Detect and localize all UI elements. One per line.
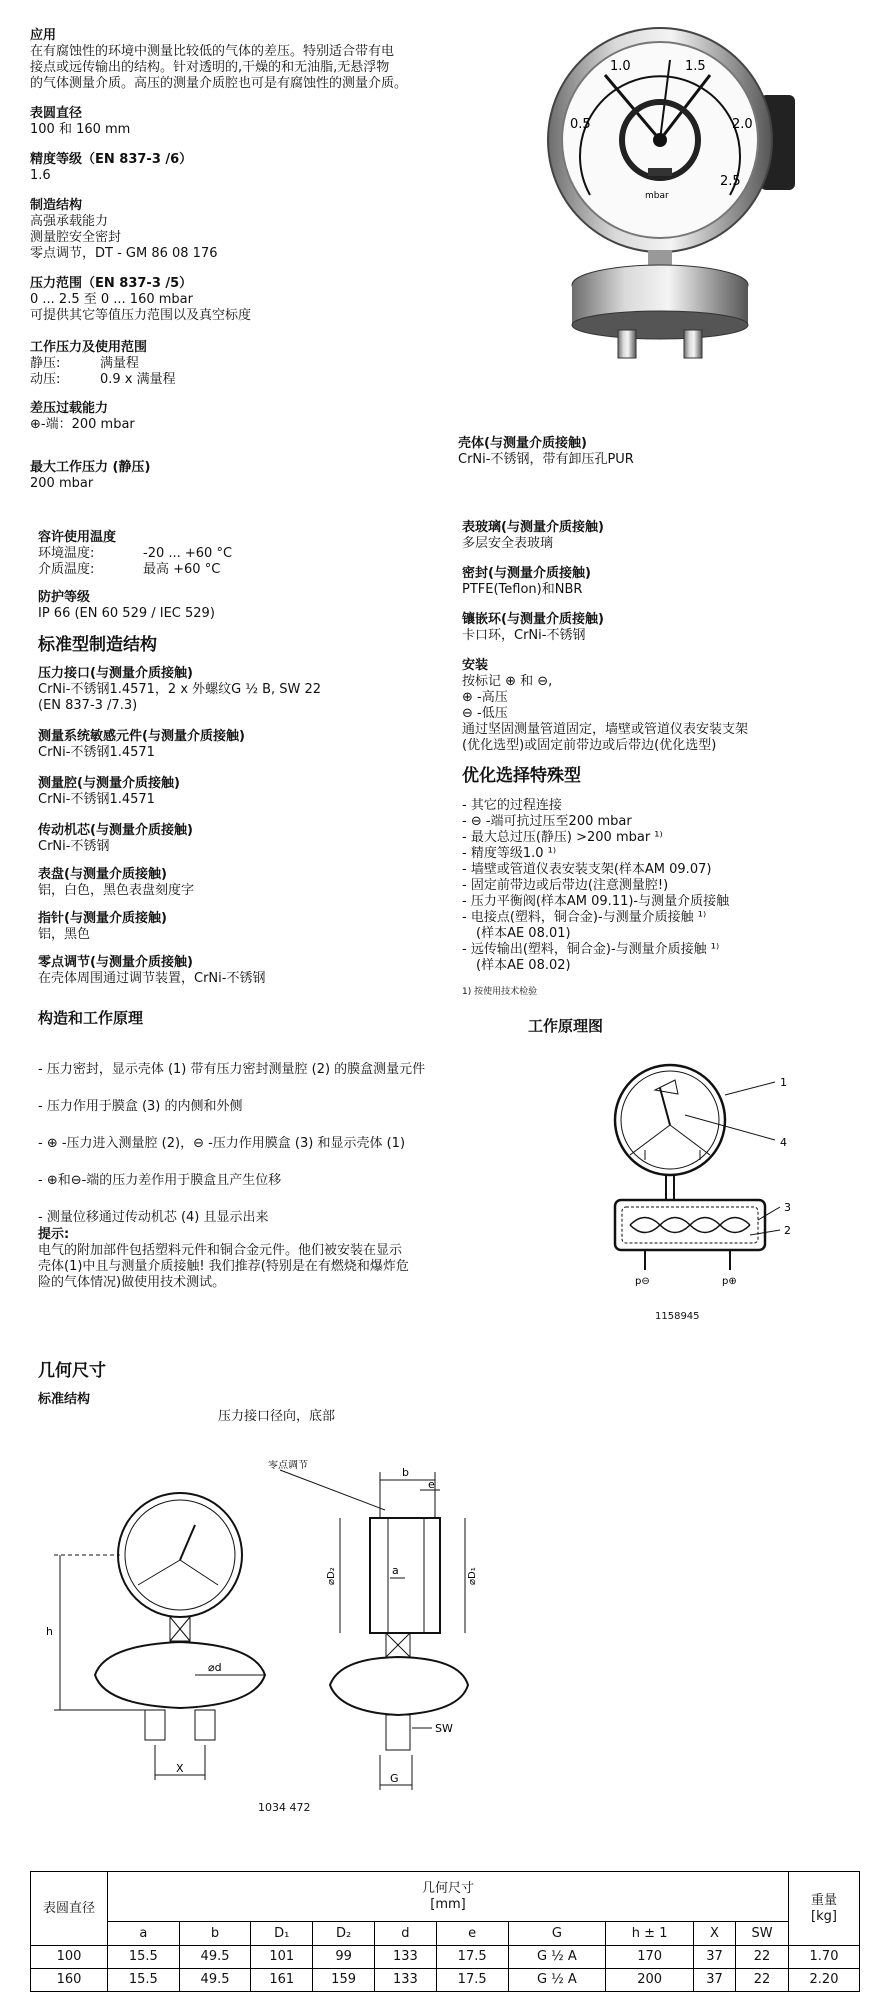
geometry-connection: 压力接口径向，底部 — [218, 1409, 336, 1424]
dim-label-x: X — [176, 1762, 184, 1775]
table-col: G — [508, 1922, 606, 1946]
diagram-label-1: 1 — [780, 1076, 787, 1089]
spec-pressure-range: 压力范围（EN 837-3 /5） 0 ... 2.5 至 0 ... 160 mbar 可提供其它等值压力范围以及真空标度 — [30, 276, 252, 323]
option-item: - 墙壁或管道仪表安装支架(样本AM 09.07) — [462, 862, 862, 878]
footnote: 1) 按使用技术检验 — [462, 987, 538, 997]
spec-protection: 防护等级 IP 66 (EN 60 529 / IEC 529) — [38, 590, 215, 621]
diagram-label-3: 3 — [784, 1201, 791, 1214]
dim-label-a: a — [392, 1564, 399, 1577]
connector-icon — [618, 330, 636, 358]
spec-accuracy: 精度等级（EN 837-3 /6） 1.6 — [30, 152, 193, 183]
spec-dial: 表盘(与测量介质接触) 铝，白色，黑色表盘刻度字 — [38, 867, 195, 898]
dial-label: 1.0 — [610, 59, 631, 74]
spec-movement: 传动机芯(与测量介质接触) CrNi-不锈钢 — [38, 823, 193, 854]
table-col: b — [179, 1922, 251, 1946]
principle-diagram — [600, 1060, 830, 1300]
dim-label-b: b — [402, 1466, 409, 1479]
spec-working-pressure: 工作压力及使用范围 静压: 满量程 动压: 0.9 x 满量程 — [30, 340, 176, 387]
principle-heading: 构造和工作原理 — [38, 1009, 144, 1027]
option-item: - 其它的过程连接 — [462, 798, 862, 814]
dim-label-zero: 零点调节 — [268, 1460, 308, 1471]
option-item: - 压力平衡阀(样本AM 09.11)-与测量介质接触 — [462, 894, 862, 910]
options-list: - 其它的过程连接 - ⊖ -端可抗过压至200 mbar - 最大总过压(静压) >200 mbar ¹⁾ - 精度等级1.0 ¹⁾ - 墙壁或管道仪表安装支架(样本AM 09.07) - 固定前带边或后带边(注意测量腔!) - 压力平衡阀(样本AM 09.11)-与测量介质接触 - 电接点(塑料，铜合金)-与测量介质接触 ¹⁾ (样本AE 08.01) - 远传输出(塑料，铜合金)-与测量介质接触 ¹⁾ (样本AE 08.02) 1) 按使用技术检验 — [462, 798, 862, 1000]
standard-specs — [38, 666, 458, 987]
principle-list — [38, 1062, 478, 1247]
diagram-label-pminus: p⊖ — [635, 1276, 650, 1287]
spec-dial-size: 表圆直径 100 和 160 mm — [30, 106, 131, 137]
options-heading: 优化选择特殊型 — [462, 766, 581, 786]
diagram-label-4: 4 — [780, 1136, 787, 1149]
connector-icon — [684, 330, 702, 358]
table-col: a — [108, 1922, 180, 1946]
table-col: SW — [736, 1922, 789, 1946]
dim-label-sw: SW — [435, 1722, 453, 1735]
dial-label: 2.0 — [732, 117, 753, 132]
option-item: - 最大总过压(静压) >200 mbar ¹⁾ — [462, 830, 862, 846]
principle-item: - 压力密封，显示壳体 (1) 带有压力密封测量腔 (2) 的膜盒测量元件 — [38, 1062, 426, 1077]
principle-item: - 测量位移通过传动机芯 (4) 且显示出来 — [38, 1210, 269, 1225]
dim-label-d: ⌀d — [208, 1661, 222, 1674]
table-header-weight: 重量 [kg] — [789, 1872, 860, 1946]
option-item: - ⊖ -端可抗过压至200 mbar — [462, 814, 862, 830]
diagram-number: 1158945 — [655, 1311, 700, 1322]
dim-label-D1: ⌀D₁ — [467, 1567, 478, 1585]
table-col: X — [694, 1922, 736, 1946]
spec-ring: 镶嵌环(与测量介质接触) 卡口环，CrNi-不锈钢 — [462, 612, 604, 643]
geometry-heading: 几何尺寸 — [38, 1361, 106, 1381]
diagram-heading: 工作原理图 — [528, 1017, 604, 1035]
left-specs — [30, 28, 450, 324]
dial-label: 2.5 — [720, 174, 741, 189]
table-col: e — [436, 1922, 508, 1946]
dimension-drawing — [40, 1460, 640, 1800]
product-photo — [520, 20, 810, 360]
table-row: 160 15.5 49.5 161 159 133 17.5 G ½ A 200 37 22 2.20 — [31, 1969, 860, 1992]
diagram-label-2: 2 — [784, 1224, 791, 1237]
principle-item: - ⊕和⊖-端的压力差作用于膜盒且产生位移 — [38, 1173, 282, 1188]
option-item: - 精度等级1.0 ¹⁾ — [462, 846, 862, 862]
spec-seal: 密封(与测量介质接触) PTFE(Teflon)和NBR — [462, 566, 591, 597]
table-col: d — [375, 1922, 437, 1946]
option-item: - 固定前带边或后带边(注意测量腔!) — [462, 878, 862, 894]
table-row: 100 15.5 49.5 101 99 133 17.5 G ½ A 170 37 22 1.70 — [31, 1946, 860, 1969]
table-header-dims: 几何尺寸 [mm] — [108, 1872, 789, 1922]
principle-note: 提示: 电气的附加部件包括塑料元件和铜合金元件。他们被安装在显示 壳体(1)中且与测量介质接触! 我们推荐(特别是在有燃烧和爆炸危 险的气体情况)做使用技术测试。 — [38, 1227, 409, 1290]
standard-heading: 标准型制造结构 — [38, 635, 157, 655]
option-item: - 电接点(塑料，铜合金)-与测量介质接触 ¹⁾ — [462, 910, 862, 926]
spec-temperature: 容许使用温度 环境温度: -20 ... +60 °C 介质温度: 最高 +60 °C — [38, 530, 233, 577]
right-specs — [462, 520, 862, 754]
table-col: D₁ — [251, 1922, 313, 1946]
dim-label-g: G — [390, 1772, 399, 1785]
spec-housing: 壳体(与测量介质接触) CrNi-不锈钢，带有卸压孔PUR — [458, 436, 634, 467]
geometry-subheading: 标准结构 — [38, 1392, 91, 1407]
diagram-label-pplus: p⊕ — [722, 1276, 737, 1287]
spec-design: 制造结构 高强承载能力 测量腔安全密封 零点调节，DT - GM 86 08 176 — [30, 198, 218, 261]
spec-window: 表玻璃(与测量介质接触) 多层安全表玻璃 — [462, 520, 604, 551]
spec-mounting: 安装 按标记 ⊕ 和 ⊖, ⊕ -高压 ⊖ -低压 通过坚固测量管道固定，墙壁或管道仪表安装支架 (优化选型)或固定前带边或后带边(优化选型) — [462, 658, 749, 753]
spec-chamber: 测量腔(与测量介质接触) CrNi-不锈钢1.4571 — [38, 776, 180, 807]
spec-zero-adjust: 零点调节(与测量介质接触) 在壳体周围通过调节装置，CrNi-不锈钢 — [38, 955, 266, 986]
spec-pointer: 指针(与测量介质接触) 铝，黑色 — [38, 911, 167, 942]
spec-connection: 压力接口(与测量介质接触) CrNi-不锈钢1.4571，2 x 外螺纹G ½ B, SW 22 (EN 837-3 /7.3) — [38, 666, 322, 713]
dial-label: 0.5 — [570, 117, 591, 132]
spec-overload: 差压过载能力 ⊕-端：200 mbar — [30, 401, 135, 432]
table-header-size: 表圆直径 — [31, 1872, 108, 1946]
table-col: h ± 1 — [606, 1922, 694, 1946]
dial-unit: mbar — [645, 191, 669, 201]
drawing-number: 1034 472 — [258, 1801, 311, 1814]
spec-max-static: 最大工作压力 (静压) 200 mbar — [30, 460, 151, 491]
dim-label-h: h — [46, 1625, 53, 1638]
dim-label-e: e — [428, 1478, 435, 1491]
principle-item: - 压力作用于膜盒 (3) 的内侧和外侧 — [38, 1099, 243, 1114]
principle-item: - ⊕ -压力进入测量腔 (2)，⊖ -压力作用膜盒 (3) 和显示壳体 (1) — [38, 1136, 406, 1151]
dial-label: 1.5 — [685, 59, 706, 74]
spec-sensor: 测量系统敏感元件(与测量介质接触) CrNi-不锈钢1.4571 — [38, 729, 245, 760]
spec-application: 应用 在有腐蚀性的环境中测量比较低的气体的差压。特别适合带有电 接点或远传输出的结构。针对透明的,干燥的和无油脂,无悬浮物 的气体测量介质。高压的测量介质腔也可是有腐蚀性的测量介质。 — [30, 28, 408, 91]
option-item: - 远传输出(塑料，铜合金)-与测量介质接触 ¹⁾ — [462, 942, 862, 958]
table-col: D₂ — [313, 1922, 375, 1946]
dim-label-D2: ⌀D₂ — [326, 1567, 337, 1585]
dimensions-table — [30, 1871, 860, 1992]
